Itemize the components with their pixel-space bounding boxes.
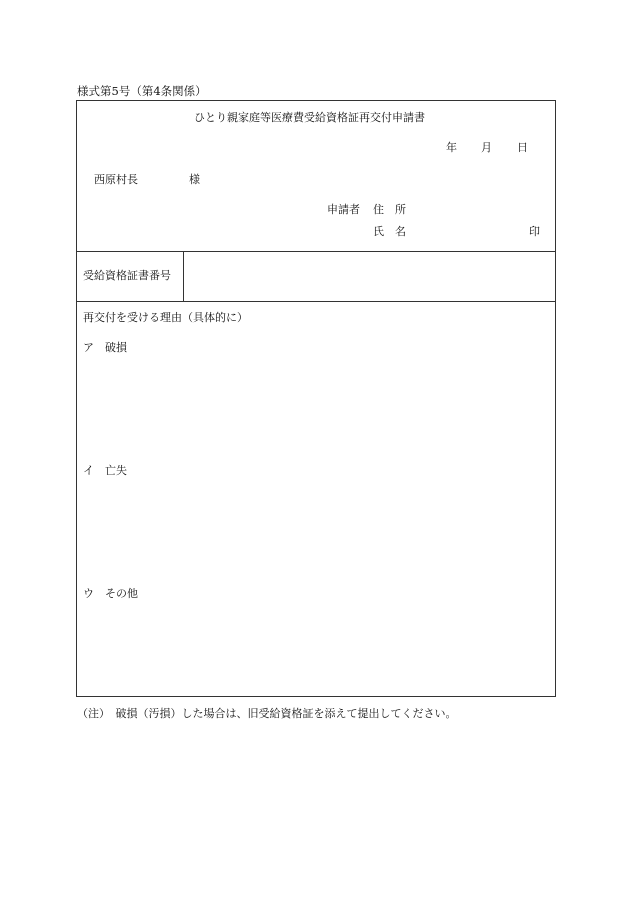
seal-mark: 印 (529, 225, 540, 238)
application-form-table (76, 100, 556, 697)
date-year-label: 年 (446, 141, 457, 154)
date-month-label: 月 (481, 141, 492, 154)
addressee-honorific: 様 (189, 173, 200, 186)
certificate-number-label: 受給資格証書番号 (83, 269, 171, 282)
applicant-label: 申請者 (327, 203, 360, 216)
footnote: （注） 破損（汚損）した場合は、旧受給資格証を添えて提出してください。 (77, 707, 457, 720)
divider-cert (77, 301, 555, 302)
addressee-name: 西原村長 (94, 173, 138, 186)
certificate-number-field[interactable] (189, 253, 549, 299)
form-number: 様式第5号（第4条関係） (77, 84, 207, 98)
reason-option-damage[interactable]: ア 破損 (83, 341, 127, 354)
reason-option-loss[interactable]: イ 亡失 (83, 464, 127, 477)
reason-option-other[interactable]: ウ その他 (83, 587, 138, 600)
applicant-address-label: 住 所 (373, 203, 406, 216)
divider-cert-column (183, 251, 184, 301)
document-title: ひとり親家庭等医療費受給資格証再交付申請書 (194, 111, 425, 124)
applicant-name-label: 氏 名 (373, 225, 406, 238)
date-day-label: 日 (517, 141, 528, 154)
reason-heading: 再交付を受ける理由（具体的に） (83, 311, 248, 324)
divider-header (77, 251, 555, 252)
